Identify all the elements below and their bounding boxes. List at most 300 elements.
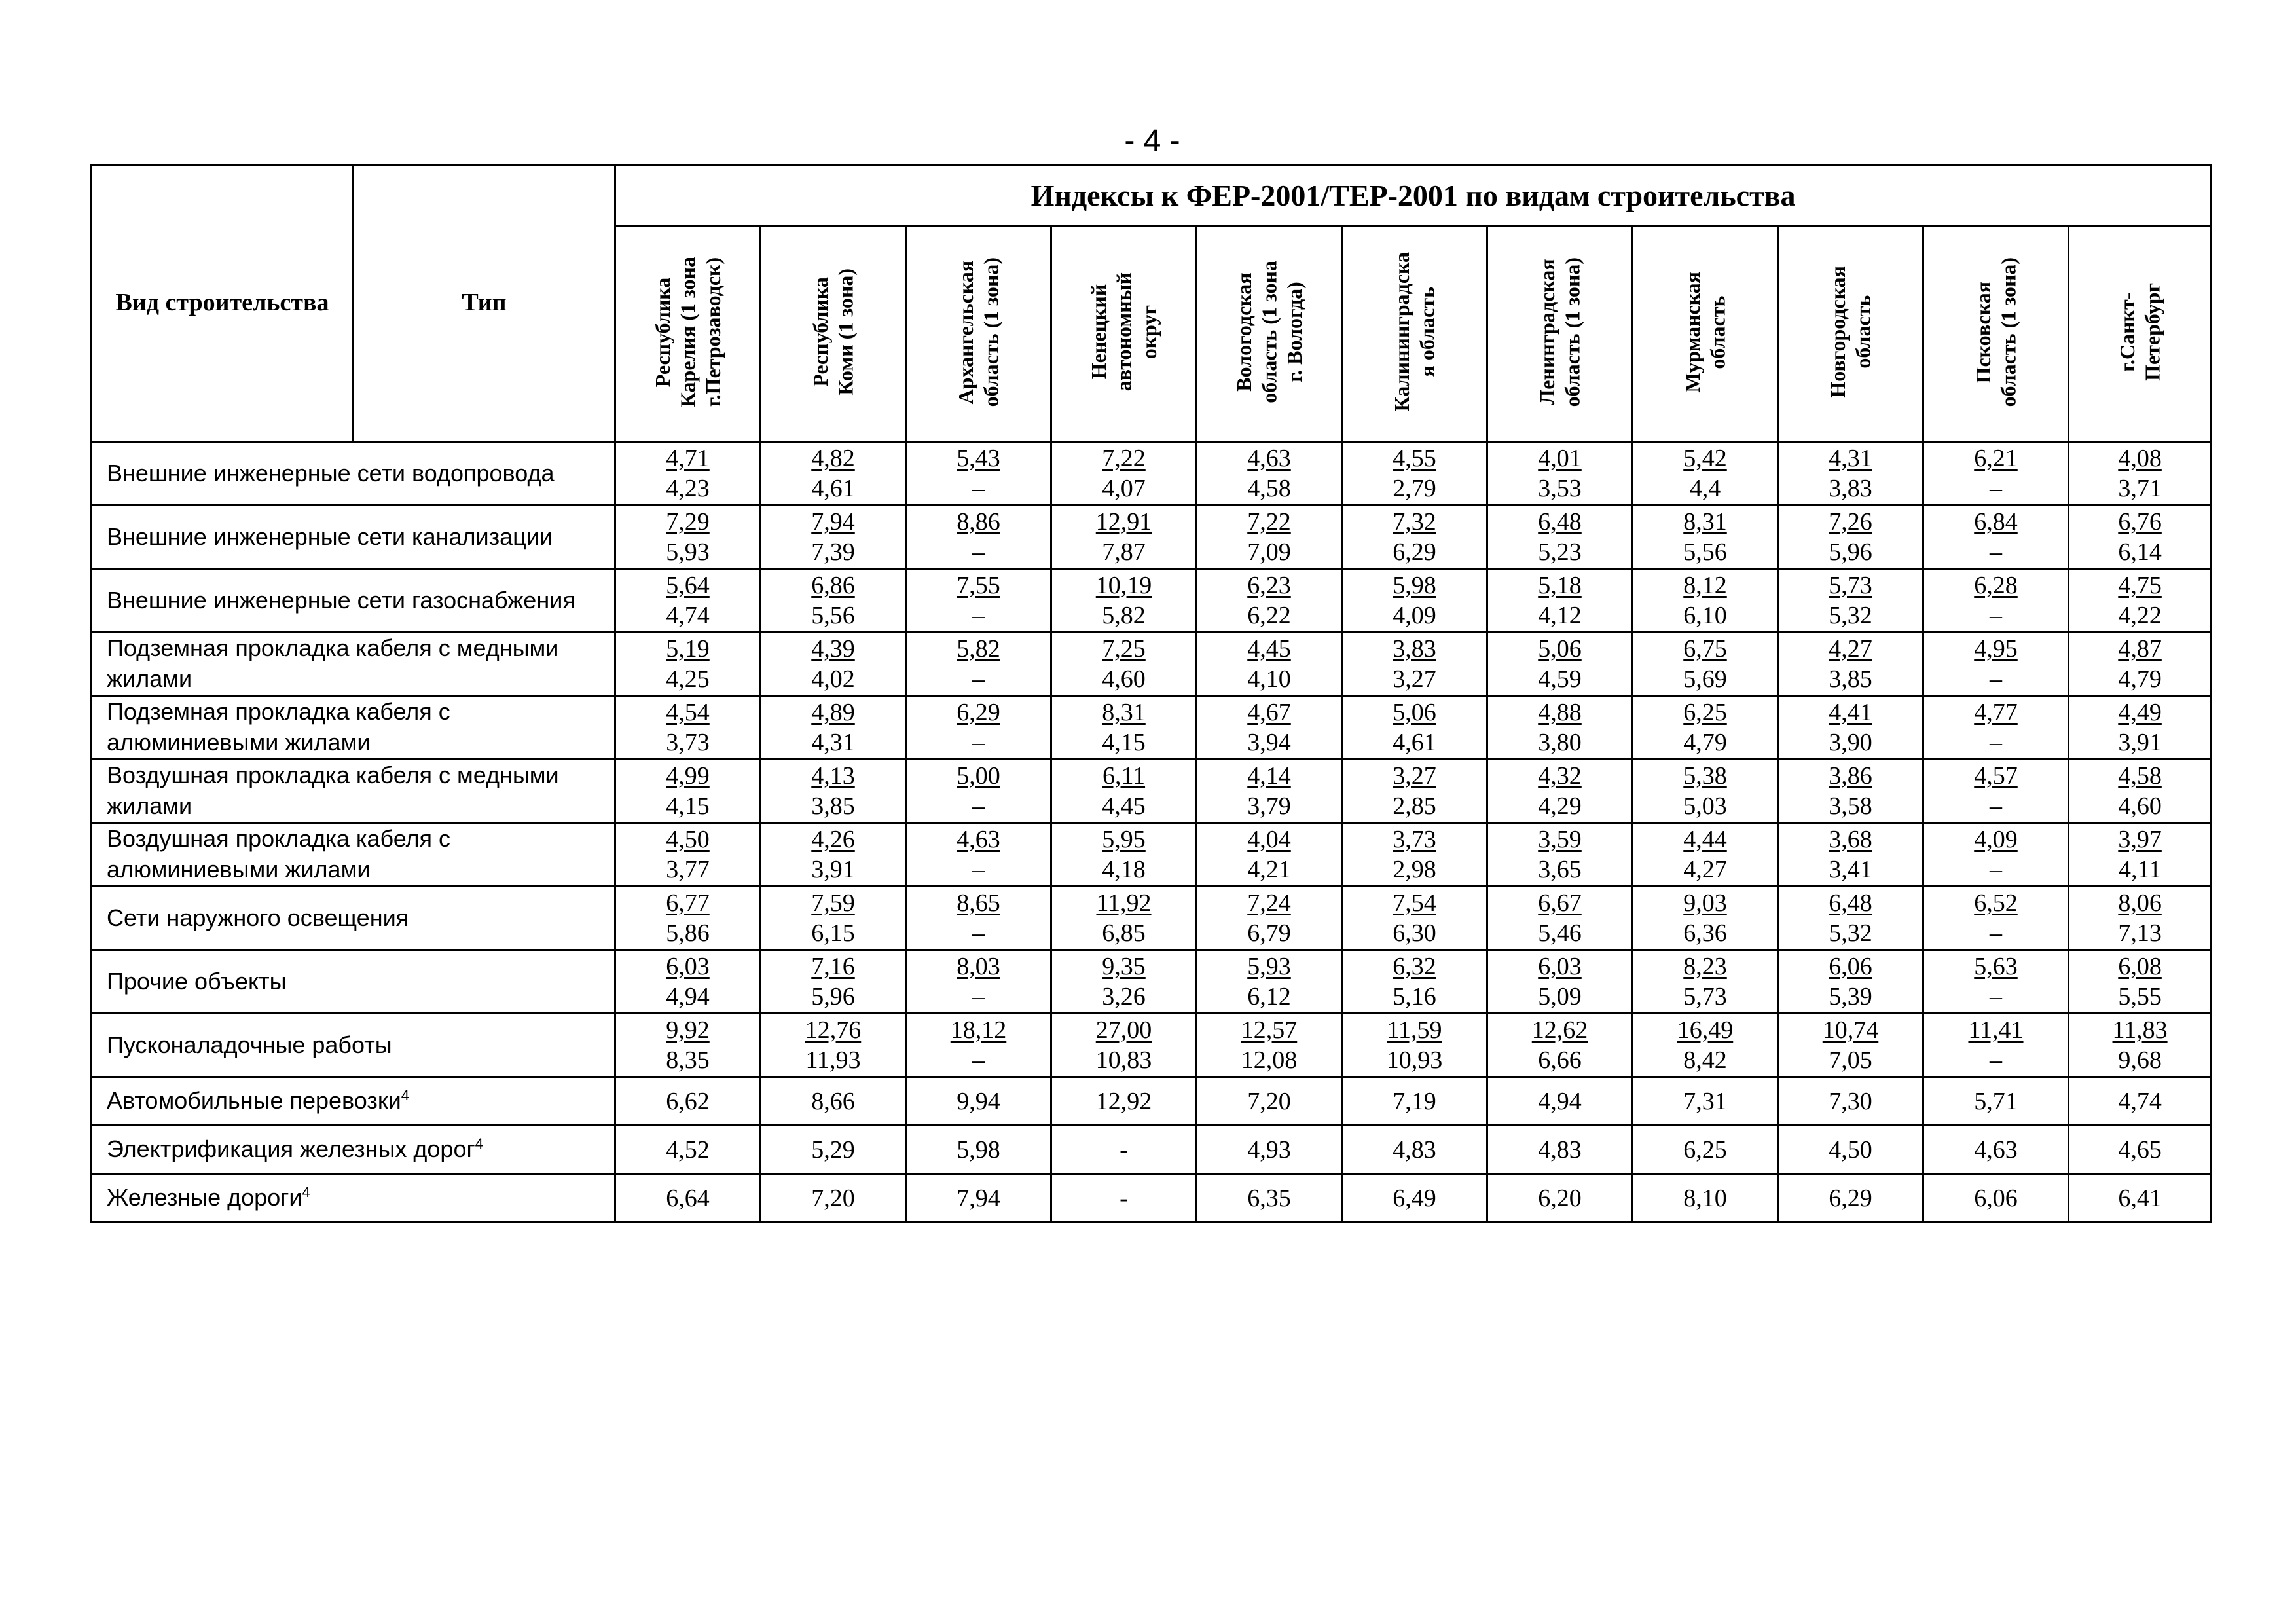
index-cell: [2069, 950, 2212, 1014]
index-cell: 9,94: [906, 1077, 1051, 1126]
index-value-top: 6,86: [811, 571, 855, 599]
index-cell: [761, 760, 906, 823]
index-value-bottom: 4,74: [666, 602, 710, 629]
index-value-top: 8,06: [2118, 889, 2162, 917]
index-cell: [1342, 887, 1487, 950]
index-cell: [1342, 760, 1487, 823]
header-vid: Вид строительства: [92, 165, 354, 442]
index-value-bottom: 7,13: [2118, 919, 2162, 947]
index-cell: -: [1051, 1126, 1197, 1174]
index-cell: 7,20: [1197, 1077, 1342, 1126]
region-header-6: [1487, 226, 1633, 442]
index-cell: 4,63: [1923, 1126, 2069, 1174]
region-header-7: [1633, 226, 1778, 442]
index-value-bottom: 5,82: [1102, 602, 1146, 629]
index-value-top: 5,38: [1683, 762, 1727, 790]
index-cell: [2069, 887, 2212, 950]
index-value-bottom: –: [972, 1046, 985, 1074]
index-value-top: 4,49: [2118, 698, 2162, 726]
index-cell: [1051, 569, 1197, 633]
index-cell: [906, 696, 1051, 760]
index-value-top: 4,77: [1974, 698, 2018, 726]
index-cell: [761, 633, 906, 696]
index-value-top: 3,86: [1829, 762, 1872, 790]
index-cell: [1051, 823, 1197, 887]
index-value-top: 9,03: [1683, 889, 1727, 917]
index-value-bottom: 2,85: [1393, 792, 1436, 820]
construction-type: Воздушная прокладка кабеля с медными жилами: [92, 760, 615, 823]
index-value-bottom: 4,94: [666, 983, 710, 1010]
index-cell: [906, 506, 1051, 569]
index-value-bottom: 5,86: [666, 919, 710, 947]
index-value-bottom: 6,79: [1247, 919, 1291, 947]
index-value-bottom: 4,79: [1683, 729, 1727, 756]
index-value-top: 5,64: [666, 571, 710, 599]
index-value-top: 8,23: [1683, 952, 1727, 980]
index-cell: [2069, 760, 2212, 823]
index-value-bottom: 12,08: [1241, 1046, 1298, 1074]
index-value-bottom: 8,35: [666, 1046, 710, 1074]
table-row: [92, 1174, 2212, 1223]
index-cell: 4,52: [615, 1126, 761, 1174]
index-value-top: 4,57: [1974, 762, 2018, 790]
index-cell: [615, 506, 761, 569]
index-value-top: 4,14: [1247, 762, 1291, 790]
table-row: [92, 887, 2212, 950]
region-header-label: Ленинградская область (1 зона): [1535, 257, 1584, 407]
table-row: [92, 442, 2212, 506]
region-header-label: Ненецкий автономный округ: [1086, 272, 1161, 392]
index-cell: [1487, 823, 1633, 887]
index-value-bottom: 4,29: [1538, 792, 1582, 820]
index-value-bottom: 4,45: [1102, 792, 1146, 820]
index-cell: [1342, 633, 1487, 696]
construction-type: Электрификация железных дорог$^4$: [92, 1126, 615, 1174]
index-value-bottom: 5,32: [1829, 602, 1872, 629]
index-value-top: 6,03: [666, 952, 710, 980]
index-value-bottom: 3,41: [1829, 856, 1872, 883]
index-value-bottom: 7,87: [1102, 538, 1146, 566]
index-cell: [1923, 442, 2069, 506]
index-cell: 4,94: [1487, 1077, 1633, 1126]
table-body: [92, 442, 2212, 1223]
index-value-bottom: 3,94: [1247, 729, 1291, 756]
index-value-top: 5,42: [1683, 444, 1727, 472]
index-value-top: 4,87: [2118, 635, 2162, 663]
index-value-top: 8,12: [1683, 571, 1727, 599]
index-cell: [1633, 1014, 1778, 1077]
index-value-bottom: 6,14: [2118, 538, 2162, 566]
index-value-top: 7,32: [1393, 507, 1436, 536]
index-cell: [2069, 506, 2212, 569]
index-value-top: 4,39: [811, 635, 855, 663]
index-value-bottom: –: [1990, 919, 2002, 947]
index-value-bottom: 7,05: [1829, 1046, 1872, 1074]
index-cell: [1487, 1014, 1633, 1077]
index-value-bottom: 3,91: [811, 856, 855, 883]
construction-type: Железные дороги$^4$: [92, 1174, 615, 1223]
index-cell: 6,29: [1778, 1174, 1923, 1223]
index-cell: [2069, 442, 2212, 506]
index-value-top: 5,00: [957, 762, 1000, 790]
index-value-bottom: 3,85: [811, 792, 855, 820]
index-value-bottom: 4,07: [1102, 475, 1146, 502]
index-value-top: 5,93: [1247, 952, 1291, 980]
index-value-bottom: 4,79: [2118, 665, 2162, 693]
index-value-top: 4,27: [1829, 635, 1872, 663]
index-cell: [1923, 696, 2069, 760]
index-value-top: 6,08: [2118, 952, 2162, 980]
index-value-bottom: 6,29: [1393, 538, 1436, 566]
index-cell: 4,50: [1778, 1126, 1923, 1174]
index-value-top: 9,92: [666, 1016, 710, 1044]
index-cell: 4,74: [2069, 1077, 2212, 1126]
index-cell: [1633, 442, 1778, 506]
index-value-top: 4,95: [1974, 635, 2018, 663]
footnote-marker: 4: [302, 1184, 310, 1201]
index-value-top: 4,41: [1829, 698, 1872, 726]
region-header-label: Архангельская область (1 зона): [954, 257, 1003, 407]
index-cell: [1633, 569, 1778, 633]
index-value-top: 4,82: [811, 444, 855, 472]
index-value-top: 7,22: [1102, 444, 1146, 472]
index-value-bottom: 8,42: [1683, 1046, 1727, 1074]
index-cell: [1487, 760, 1633, 823]
index-cell: [1197, 1014, 1342, 1077]
index-cell: 6,35: [1197, 1174, 1342, 1223]
index-value-top: 5,06: [1538, 635, 1582, 663]
index-cell: [615, 823, 761, 887]
index-cell: [1197, 760, 1342, 823]
region-header-1: [761, 226, 906, 442]
index-value-top: 4,75: [2118, 571, 2162, 599]
index-cell: [1778, 887, 1923, 950]
region-header-label: Калининградска я область: [1390, 252, 1439, 412]
index-value-bottom: 5,03: [1683, 792, 1727, 820]
index-cell: [1197, 633, 1342, 696]
index-cell: [615, 887, 761, 950]
index-value-top: 6,23: [1247, 571, 1291, 599]
index-cell: [1487, 950, 1633, 1014]
index-cell: 7,31: [1633, 1077, 1778, 1126]
index-cell: [1923, 823, 2069, 887]
index-value-top: 7,55: [957, 571, 1000, 599]
region-header-5: [1342, 226, 1487, 442]
index-value-top: 4,01: [1538, 444, 1582, 472]
index-value-bottom: 3,71: [2118, 475, 2162, 502]
footnote-marker: 4: [401, 1087, 410, 1104]
index-cell: [1923, 633, 2069, 696]
index-cell: [1051, 696, 1197, 760]
index-value-bottom: 4,11: [2119, 856, 2162, 883]
index-cell: [1051, 506, 1197, 569]
index-cell: [1778, 569, 1923, 633]
index-value-bottom: –: [972, 665, 985, 693]
index-cell: [906, 950, 1051, 1014]
index-cell: [615, 442, 761, 506]
index-cell: [1487, 506, 1633, 569]
region-header-8: [1778, 226, 1923, 442]
header-main: Индексы к ФЕР-2001/ТЕР-2001 по видам строительства: [615, 165, 2212, 226]
index-cell: [1197, 823, 1342, 887]
index-value-top: 6,67: [1538, 889, 1582, 917]
index-value-top: 4,32: [1538, 762, 1582, 790]
index-value-top: 8,31: [1683, 507, 1727, 536]
index-value-bottom: 3,58: [1829, 792, 1872, 820]
index-cell: [1778, 442, 1923, 506]
region-header-label: Псковская область (1 зона): [1971, 257, 2020, 407]
index-cell: [1633, 760, 1778, 823]
index-cell: [1487, 696, 1633, 760]
index-value-top: 6,77: [666, 889, 710, 917]
index-value-top: 4,26: [811, 825, 855, 853]
index-cell: [1197, 442, 1342, 506]
index-value-bottom: 10,93: [1386, 1046, 1443, 1074]
index-value-bottom: 3,85: [1829, 665, 1872, 693]
index-value-bottom: –: [972, 602, 985, 629]
index-cell: [1197, 950, 1342, 1014]
index-value-top: 4,63: [1247, 444, 1291, 472]
construction-type: Внешние инженерные сети газоснабжения: [92, 569, 615, 633]
index-value-top: 4,58: [2118, 762, 2162, 790]
index-cell: [1778, 950, 1923, 1014]
index-cell: [1342, 442, 1487, 506]
index-cell: [1342, 950, 1487, 1014]
table-row: [92, 506, 2212, 569]
index-value-top: 6,21: [1974, 444, 2018, 472]
index-cell: [906, 442, 1051, 506]
index-value-bottom: 3,79: [1247, 792, 1291, 820]
index-cell: [1923, 1014, 2069, 1077]
region-header-label: Новгородская область: [1826, 266, 1875, 398]
index-value-bottom: 3,80: [1538, 729, 1582, 756]
region-header-3: [1051, 226, 1197, 442]
index-value-bottom: –: [972, 538, 985, 566]
index-cell: [906, 887, 1051, 950]
index-cell: [2069, 696, 2212, 760]
index-value-top: 12,76: [805, 1016, 862, 1044]
index-cell: 8,10: [1633, 1174, 1778, 1223]
construction-type: Прочие объекты: [92, 950, 615, 1014]
index-value-bottom: 4,12: [1538, 602, 1582, 629]
construction-type: Внешние инженерные сети канализации: [92, 506, 615, 569]
index-value-bottom: 4,18: [1102, 856, 1146, 883]
footnote-marker: 4: [475, 1135, 483, 1153]
index-cell: [906, 760, 1051, 823]
index-value-bottom: 2,79: [1393, 475, 1436, 502]
construction-type: Внешние инженерные сети водопровода: [92, 442, 615, 506]
index-value-bottom: 11,93: [805, 1046, 861, 1074]
index-cell: 7,30: [1778, 1077, 1923, 1126]
construction-type: Подземная прокладка кабеля с алюминиевыми жилами: [92, 696, 615, 760]
index-value-bottom: 3,27: [1393, 665, 1436, 693]
index-value-bottom: –: [972, 983, 985, 1010]
page-number: - 4 -: [1124, 124, 1180, 158]
index-value-top: 3,27: [1393, 762, 1436, 790]
index-value-bottom: 10,83: [1095, 1046, 1152, 1074]
index-cell: 7,20: [761, 1174, 906, 1223]
index-value-bottom: –: [1990, 1046, 2002, 1074]
index-value-top: 6,48: [1538, 507, 1582, 536]
index-cell: [1487, 633, 1633, 696]
index-cell: [1051, 950, 1197, 1014]
index-cell: [1197, 696, 1342, 760]
index-cell: [2069, 633, 2212, 696]
index-value-bottom: 3,77: [666, 856, 710, 883]
index-value-bottom: –: [1990, 475, 2002, 502]
index-value-bottom: –: [1990, 665, 2002, 693]
index-value-bottom: 5,46: [1538, 919, 1582, 947]
index-value-bottom: 7,39: [811, 538, 855, 566]
index-cell: [1778, 696, 1923, 760]
index-value-top: 4,09: [1974, 825, 2018, 853]
index-cell: [1923, 569, 2069, 633]
index-value-bottom: –: [1990, 792, 2002, 820]
index-cell: 4,65: [2069, 1126, 2212, 1174]
index-value-top: 12,62: [1531, 1016, 1588, 1044]
index-cell: [1923, 950, 2069, 1014]
index-cell: 6,06: [1923, 1174, 2069, 1223]
table-row: [92, 1126, 2212, 1174]
index-cell: 8,66: [761, 1077, 906, 1126]
index-value-top: 6,29: [957, 698, 1000, 726]
index-value-top: 3,59: [1538, 825, 1582, 853]
index-value-bottom: 4,10: [1247, 665, 1291, 693]
index-value-bottom: 9,68: [2118, 1046, 2162, 1074]
index-cell: [2069, 1014, 2212, 1077]
index-value-top: 10,19: [1095, 571, 1152, 599]
index-cell: 4,83: [1487, 1126, 1633, 1174]
region-header-label: Вологодская область (1 зона г. Вологда): [1231, 261, 1306, 403]
index-cell: [1051, 887, 1197, 950]
index-value-bottom: 3,73: [666, 729, 710, 756]
index-value-bottom: –: [972, 475, 985, 502]
index-cell: [1051, 633, 1197, 696]
construction-type: Воздушная прокладка кабеля с алюминиевыми жилами: [92, 823, 615, 887]
index-value-top: 7,26: [1829, 507, 1872, 536]
index-cell: [1197, 887, 1342, 950]
index-cell: [906, 633, 1051, 696]
index-value-top: 8,86: [957, 507, 1000, 536]
index-cell: [615, 760, 761, 823]
index-value-bottom: 6,66: [1538, 1046, 1582, 1074]
index-value-top: 11,41: [1968, 1016, 2024, 1044]
table-row: [92, 569, 2212, 633]
index-value-bottom: 5,96: [1829, 538, 1872, 566]
index-table: [90, 164, 2212, 1223]
index-value-top: 4,44: [1683, 825, 1727, 853]
index-value-top: 6,52: [1974, 889, 2018, 917]
index-cell: [615, 696, 761, 760]
index-value-top: 4,55: [1393, 444, 1436, 472]
index-value-bottom: 5,69: [1683, 665, 1727, 693]
index-value-top: 4,45: [1247, 635, 1291, 663]
index-value-top: 7,25: [1102, 635, 1146, 663]
index-value-top: 4,67: [1247, 698, 1291, 726]
index-value-top: 5,63: [1974, 952, 2018, 980]
index-cell: 6,62: [615, 1077, 761, 1126]
region-header-label: Республика Карелия (1 зона г.Петрозаводск): [650, 256, 725, 408]
index-value-top: 4,08: [2118, 444, 2162, 472]
index-value-top: 3,73: [1393, 825, 1436, 853]
index-cell: [615, 950, 761, 1014]
index-cell: [761, 1014, 906, 1077]
index-value-bottom: 4,15: [1102, 729, 1146, 756]
index-value-bottom: 5,56: [1683, 538, 1727, 566]
region-header-label: Республика Коми (1 зона): [809, 268, 858, 396]
index-cell: [1051, 442, 1197, 506]
index-value-bottom: 4,21: [1247, 856, 1291, 883]
index-value-top: 8,03: [957, 952, 1000, 980]
index-cell: 7,94: [906, 1174, 1051, 1223]
index-value-bottom: 4,61: [1393, 729, 1436, 756]
index-value-top: 4,89: [811, 698, 855, 726]
index-value-bottom: 5,96: [811, 983, 855, 1010]
index-cell: 6,64: [615, 1174, 761, 1223]
index-value-top: 10,74: [1822, 1016, 1879, 1044]
index-cell: 5,98: [906, 1126, 1051, 1174]
index-value-top: 7,59: [811, 889, 855, 917]
index-value-bottom: 6,15: [811, 919, 855, 947]
index-cell: [761, 442, 906, 506]
index-value-bottom: –: [972, 792, 985, 820]
index-value-bottom: 4,22: [2118, 602, 2162, 629]
table-row: [92, 1077, 2212, 1126]
index-cell: [1342, 569, 1487, 633]
index-cell: [1342, 506, 1487, 569]
table-row: [92, 1014, 2212, 1077]
index-cell: [2069, 569, 2212, 633]
index-cell: [906, 1014, 1051, 1077]
region-header-label: г.Санкт- Петербург: [2115, 283, 2164, 381]
table-row: [92, 823, 2212, 887]
index-value-bottom: 4,59: [1538, 665, 1582, 693]
index-value-bottom: 4,4: [1689, 475, 1721, 502]
index-cell: [1633, 696, 1778, 760]
index-cell: [1487, 569, 1633, 633]
index-value-bottom: 6,36: [1683, 919, 1727, 947]
index-value-top: 6,75: [1683, 635, 1727, 663]
index-value-bottom: 5,39: [1829, 983, 1872, 1010]
index-value-bottom: 5,56: [811, 602, 855, 629]
index-value-bottom: –: [1990, 729, 2002, 756]
index-value-top: 5,43: [957, 444, 1000, 472]
index-value-top: 4,31: [1829, 444, 1872, 472]
index-value-top: 8,31: [1102, 698, 1146, 726]
index-cell: [761, 569, 906, 633]
index-cell: [2069, 823, 2212, 887]
index-value-top: 5,73: [1829, 571, 1872, 599]
index-cell: [1633, 887, 1778, 950]
index-value-top: 5,82: [957, 635, 1000, 663]
construction-type: Подземная прокладка кабеля с медными жилами: [92, 633, 615, 696]
index-value-bottom: 3,26: [1102, 983, 1146, 1010]
index-cell: -: [1051, 1174, 1197, 1223]
header-tip: Тип: [354, 165, 615, 442]
index-cell: [1342, 823, 1487, 887]
index-value-top: 4,99: [666, 762, 710, 790]
index-value-bottom: 4,23: [666, 475, 710, 502]
index-cell: 6,49: [1342, 1174, 1487, 1223]
index-value-bottom: 4,02: [811, 665, 855, 693]
index-value-top: 4,50: [666, 825, 710, 853]
index-value-bottom: –: [1990, 856, 2002, 883]
region-header-4: [1197, 226, 1342, 442]
index-cell: [1633, 950, 1778, 1014]
index-value-top: 6,28: [1974, 571, 2018, 599]
index-cell: [1342, 696, 1487, 760]
index-value-top: 5,95: [1102, 825, 1146, 853]
